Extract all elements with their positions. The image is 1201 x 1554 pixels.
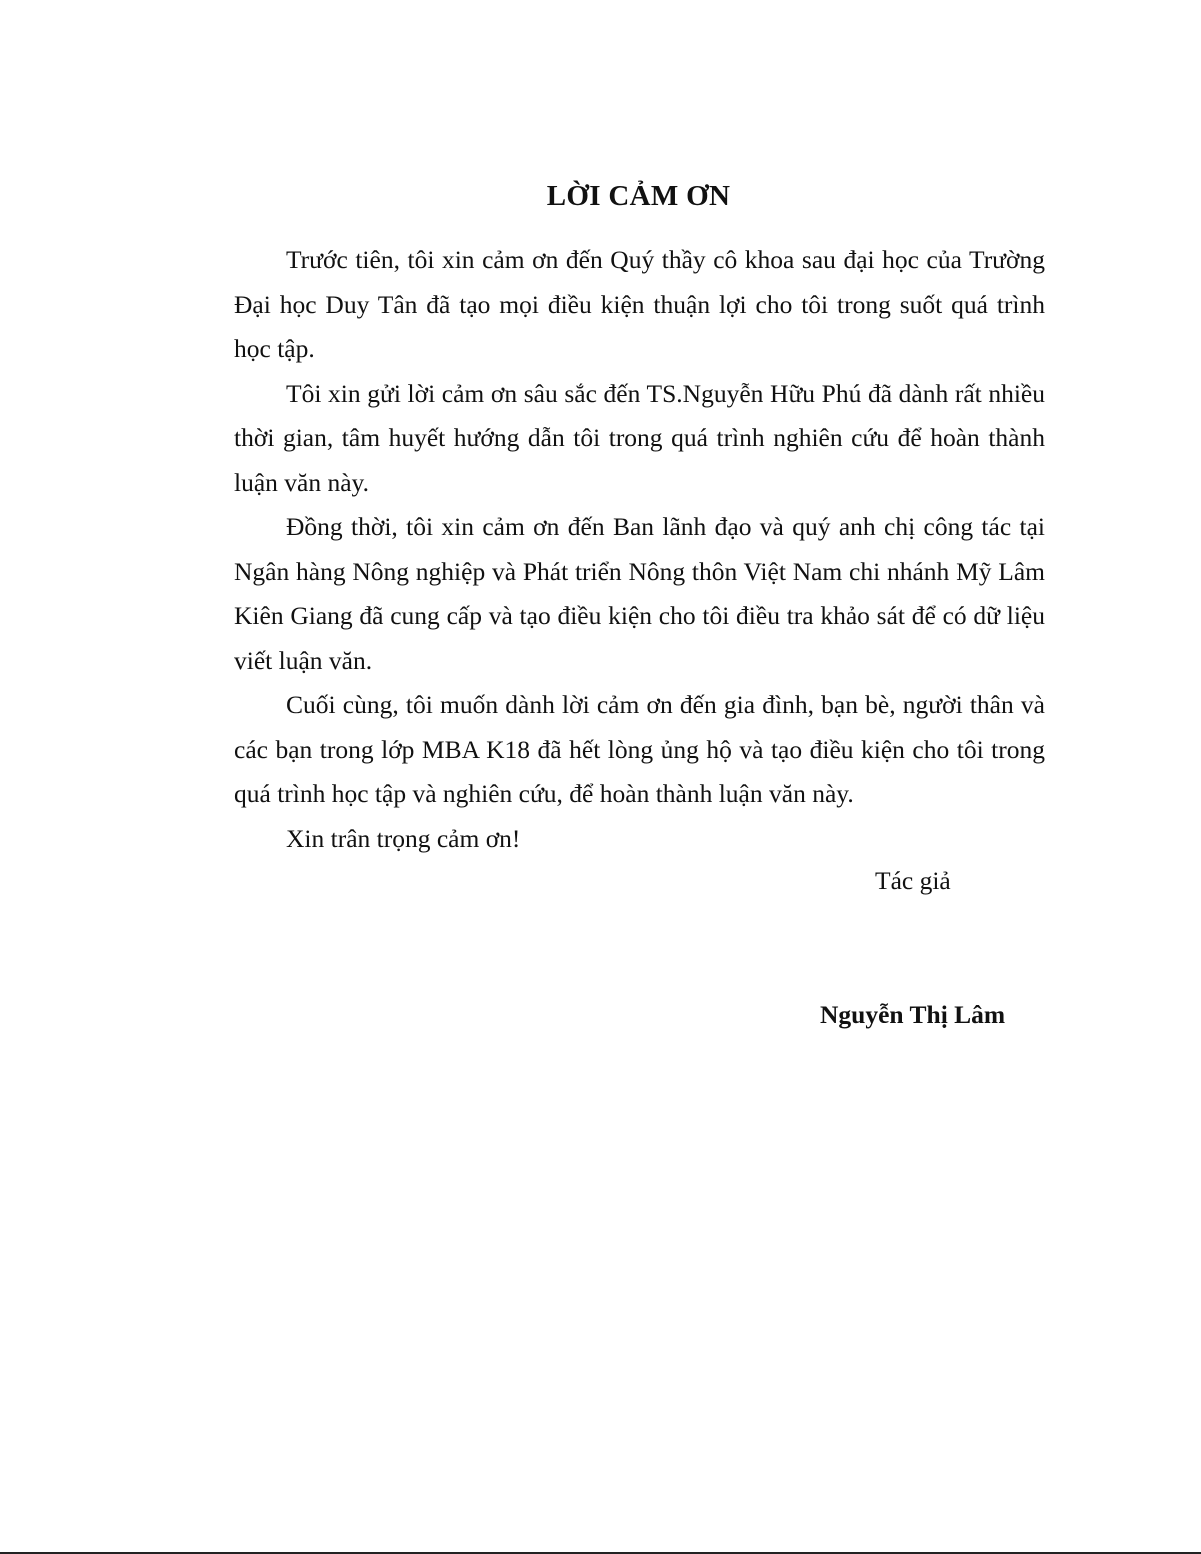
page-title: LỜI CẢM ƠN <box>546 180 731 212</box>
acknowledgement-body <box>234 238 1045 861</box>
closing-line: Xin trân trọng cảm ơn! <box>286 823 521 853</box>
signature-role: Tác giả <box>875 866 951 895</box>
paragraph-3: Đồng thời, tôi xin cảm ơn đến Ban lãnh đạo và quý anh chị công tác tại Ngân hàng Nông nghiệp và Phát triển Nông thôn Việt Nam chi nhánh Mỹ Lâm Kiên Giang đã cung cấp và tạo điều kiện cho tôi điều tra khảo sát để có dữ liệu viết luận văn. <box>234 512 1045 675</box>
signature-name: Nguyễn Thị Lâm <box>820 1000 1006 1029</box>
paragraph-4: Cuối cùng, tôi muốn dành lời cảm ơn đến gia đình, bạn bè, người thân và các bạn trong lớp MBA K18 đã hết lòng ủng hộ và tạo điều kiện cho tôi trong quá trình học tập và nghiên cứu, để hoàn thành luận văn này. <box>234 690 1045 808</box>
paragraph-2: Tôi xin gửi lời cảm ơn sâu sắc đến TS.Nguyễn Hữu Phú đã dành rất nhiều thời gian, tâm huyết hướng dẫn tôi trong quá trình nghiên cứu để hoàn thành luận văn này. <box>234 378 1045 497</box>
paragraph-1: Trước tiên, tôi xin cảm ơn đến Quý thầy cô khoa sau đại học của Trường Đại học Duy Tân đã tạo mọi điều kiện thuận lợi cho tôi trong suốt quá trình học tập. <box>234 245 1045 363</box>
